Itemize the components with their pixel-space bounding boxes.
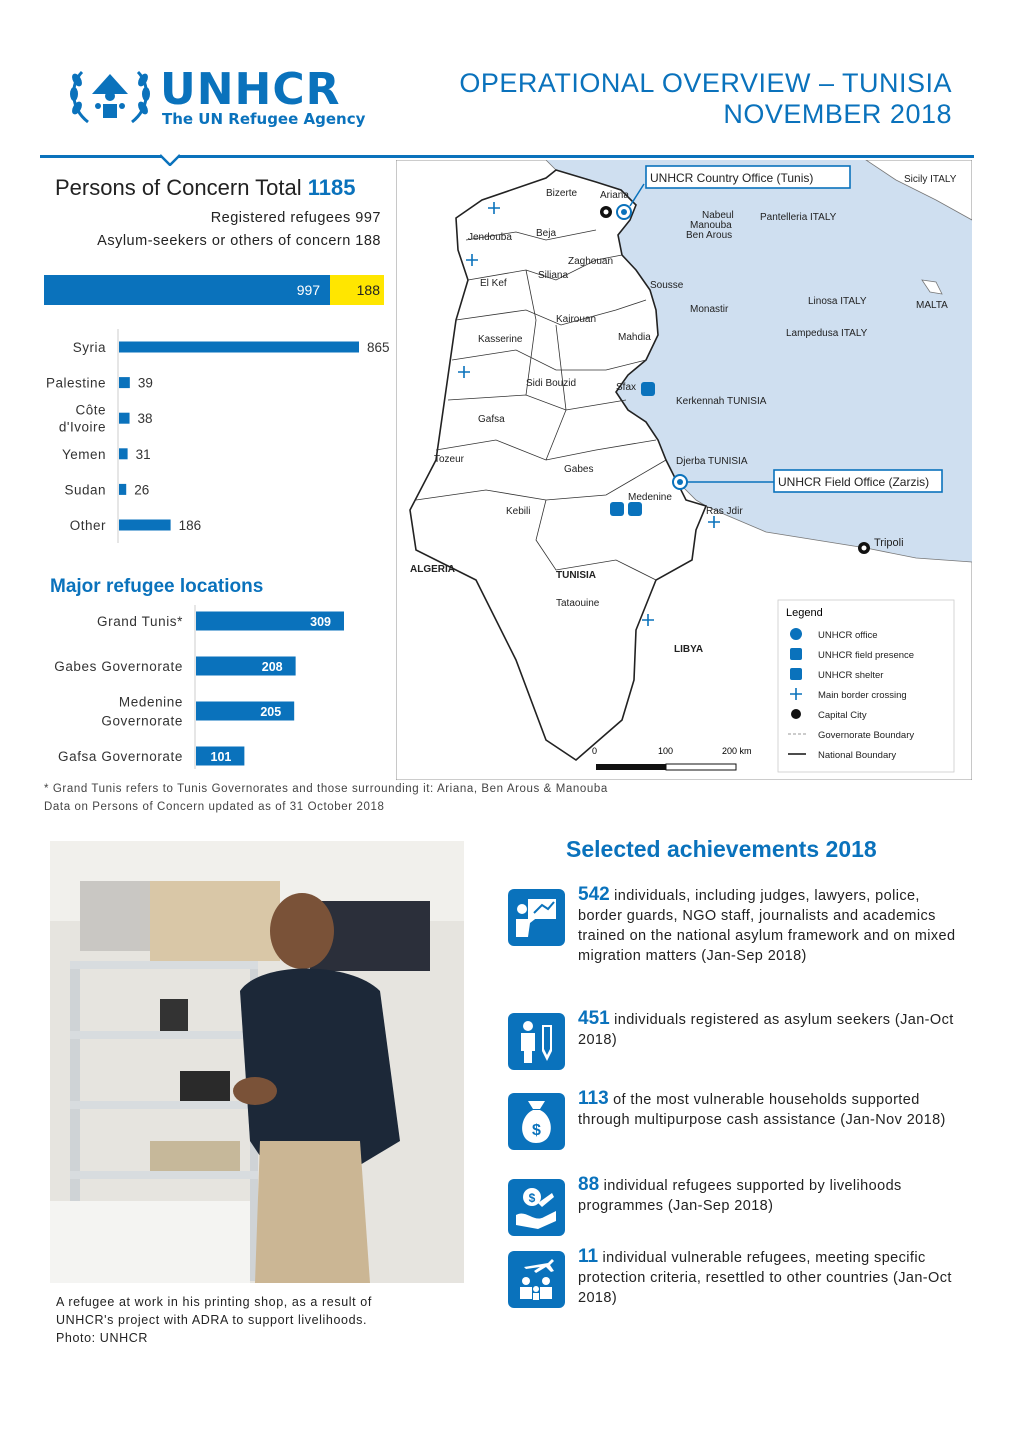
map-label-lampedusa: Lampedusa ITALY <box>786 328 868 339</box>
map-label-sousse: Sousse <box>650 280 684 291</box>
achievement-number: 542 <box>578 884 610 905</box>
achievements-heading: Selected achievements 2018 <box>566 836 877 862</box>
poc-stacked-bar <box>44 275 384 305</box>
scale-200: 200 km <box>722 746 752 756</box>
legend-capital-icon <box>791 709 801 719</box>
nationality-value: 186 <box>178 518 202 533</box>
logo-wordmark: UNHCR <box>160 64 341 115</box>
footnote-data-date: Data on Persons of Concern updated as of 31 October 2018 <box>44 801 385 813</box>
map-label-jendouba: Jendouba <box>468 232 512 243</box>
legend-field-presence-icon <box>790 648 802 660</box>
achievement-number: 451 <box>578 1008 610 1029</box>
achievement-number: 113 <box>578 1088 609 1109</box>
map-label-tunisia: TUNISIA <box>556 570 596 581</box>
asylum-segment: 188 <box>330 275 384 305</box>
legend-item-label: Governorate Boundary <box>818 730 915 741</box>
nationality-value: 865 <box>367 340 390 355</box>
map-label-sfax: Sfax <box>616 382 637 393</box>
nationality-bar <box>119 413 130 424</box>
capital-city-icon <box>600 206 612 218</box>
map-label-ben-arous: Ben Arous <box>686 230 733 241</box>
map-label-kerkennah: Kerkennah TUNISIA <box>676 396 767 407</box>
medenine-shelter-icon <box>628 502 642 516</box>
map-label-beja: Beja <box>536 228 557 239</box>
achievement-text: individual vulnerable refugees, meeting specific protection criteria, resettled to other countries (Jan-Oct 2018) <box>578 1250 952 1306</box>
map-label-siliana: Siliana <box>538 270 569 281</box>
map-label-tripoli: Tripoli <box>874 537 904 549</box>
location-label: Medenine <box>118 694 183 710</box>
asylum-seekers-label: Asylum-seekers or others of concern 188 <box>97 233 381 249</box>
map-label-ariana: Ariana <box>600 190 629 201</box>
location-value: 208 <box>261 660 283 674</box>
scale-0: 0 <box>592 746 598 756</box>
photo-caption-text: A refugee at work in his printing shop, as a result of UNHCR's project with ADRA to support livelihoods. <box>56 1295 372 1327</box>
location-label: Governorate <box>101 713 183 729</box>
legend-title: Legend <box>786 607 823 619</box>
map-label-field-office: UNHCR Field Office (Zarzis) <box>778 475 930 489</box>
map-label-sidi-bouzid: Sidi Bouzid <box>526 378 577 389</box>
location-value: 309 <box>310 615 331 629</box>
map-label-gafsa: Gafsa <box>478 414 505 425</box>
poc-heading-label: Persons of Concern Total <box>55 175 302 200</box>
map-label-tataouine: Tataouine <box>556 598 600 609</box>
unhcr-logo <box>68 64 368 134</box>
map-label-pantelleria: Pantelleria ITALY <box>760 212 837 223</box>
nationality-label: Syria <box>72 340 106 355</box>
map-label-libya: LIBYA <box>674 644 704 655</box>
nationality-bar <box>119 484 126 495</box>
logo-tagline: The UN Refugee Agency <box>162 110 366 128</box>
locations-bar-chart <box>30 605 370 775</box>
tripoli-capital-icon <box>858 542 870 554</box>
divider-notch <box>160 152 180 166</box>
achievement-text: individual refugees supported by livelihoods programmes (Jan-Sep 2018) <box>578 1178 902 1214</box>
registered-segment: 997 <box>44 275 330 305</box>
nationality-value: 38 <box>137 411 153 427</box>
map-label-mahdia: Mahdia <box>618 332 651 343</box>
legend-item-label: UNHCR field presence <box>818 650 915 661</box>
map-label-kef: El Kef <box>480 278 507 289</box>
map-label-linosa: Linosa ITALY <box>808 296 867 307</box>
map-label-tozeur: Tozeur <box>434 454 465 465</box>
achievement-text: individuals registered as asylum seekers (Jan-Oct 2018) <box>578 1012 954 1048</box>
nationality-label: Yemen <box>61 446 106 462</box>
legend-item-label: UNHCR office <box>818 630 878 641</box>
svg-text:$: $ <box>532 1122 541 1139</box>
tunisia-map <box>396 160 972 780</box>
training-icon <box>508 889 565 946</box>
map-label-kairouan: Kairouan <box>556 314 597 325</box>
photo-credit: Photo: UNHCR <box>56 1331 148 1345</box>
footnote-grand-tunis: * Grand Tunis refers to Tunis Governorates and those surrounding it: Ariana, Ben Arous & Manouba <box>44 783 608 795</box>
legend-office-icon <box>790 628 802 640</box>
nationality-bar <box>119 377 130 388</box>
location-label: Grand Tunis* <box>97 614 183 629</box>
achievement-number: 88 <box>578 1174 600 1195</box>
legend-item-label: Main border crossing <box>818 690 907 701</box>
achievement-text: individuals, including judges, lawyers, police, border guards, NGO staff, journalists and academics trained on the national asylum framework and on mixed migration matters (Jan-Sep 2018) <box>578 888 956 964</box>
location-value: 205 <box>260 705 282 719</box>
scale-100: 100 <box>658 746 674 756</box>
map-label-malta: MALTA <box>916 300 948 311</box>
document-title <box>459 68 952 130</box>
nationality-bar <box>119 520 171 531</box>
header-divider <box>40 155 974 158</box>
sfax-field-presence-icon <box>641 382 655 396</box>
map-label-nabeul: Nabeul <box>702 210 734 221</box>
nationality-label: d'Ivoire <box>58 419 106 435</box>
map-label-gabes: Gabes <box>564 464 594 475</box>
map-legend <box>778 600 954 772</box>
legend-item-label: UNHCR shelter <box>818 670 884 681</box>
map-label-kasserine: Kasserine <box>478 334 523 345</box>
photo-caption <box>56 1293 426 1347</box>
nationality-value: 26 <box>134 482 150 498</box>
location-label: Gabes Governorate <box>54 659 183 674</box>
laurel-logo-icon <box>68 64 152 128</box>
svg-text:$: $ <box>528 1191 536 1205</box>
locations-heading: Major refugee locations <box>50 576 264 597</box>
medenine-field-presence-icon <box>610 502 624 516</box>
legend-shelter-icon <box>790 668 802 680</box>
location-value: 101 <box>210 750 232 764</box>
map-label-country-office: UNHCR Country Office (Tunis) <box>650 171 814 185</box>
map-label-bizerte: Bizerte <box>546 188 578 199</box>
title-line-2: NOVEMBER 2018 <box>723 99 952 129</box>
registered-refugees-label: Registered refugees 997 <box>210 210 381 226</box>
map-label-medenine: Medenine <box>628 492 672 503</box>
legend-item-label: Capital City <box>818 710 867 721</box>
map-label-monastir: Monastir <box>690 304 729 315</box>
registration-icon <box>508 1013 565 1070</box>
nationality-label: Other <box>69 518 106 533</box>
nationality-label: Côte <box>75 402 106 418</box>
nationality-value: 39 <box>137 375 153 391</box>
livelihoods-icon <box>508 1179 565 1236</box>
nationality-value: 31 <box>135 446 151 462</box>
resettlement-icon <box>508 1251 565 1308</box>
map-label-ras-jdir: Ras Jdir <box>706 506 743 517</box>
legend-item-label: National Boundary <box>818 750 897 761</box>
nationality-label: Sudan <box>64 482 106 498</box>
map-label-djerba: Djerba TUNISIA <box>676 456 748 467</box>
nationality-bar <box>119 448 128 459</box>
refugee-printing-shop-photo <box>50 841 464 1283</box>
map-label-kebili: Kebili <box>506 506 531 517</box>
map-label-algeria: ALGERIA <box>410 564 455 575</box>
nationality-label: Palestine <box>45 375 106 391</box>
nationality-bar <box>119 342 359 353</box>
cash-icon <box>508 1093 565 1150</box>
location-label: Gafsa Governorate <box>57 749 183 764</box>
map-label-manouba: Manouba <box>690 220 732 231</box>
poc-heading <box>55 175 355 201</box>
title-line-1: OPERATIONAL OVERVIEW – TUNISIA <box>459 68 952 98</box>
map-label-zaghouan: Zaghouan <box>568 256 614 267</box>
nationality-bar-chart <box>30 325 400 550</box>
map-label-sicily: Sicily ITALY <box>904 174 957 185</box>
achievement-number: 11 <box>578 1246 599 1267</box>
poc-total: 1185 <box>307 175 356 200</box>
achievement-text: of the most vulnerable households supported through multipurpose cash assistance (Jan-Nov 2018) <box>578 1092 946 1128</box>
